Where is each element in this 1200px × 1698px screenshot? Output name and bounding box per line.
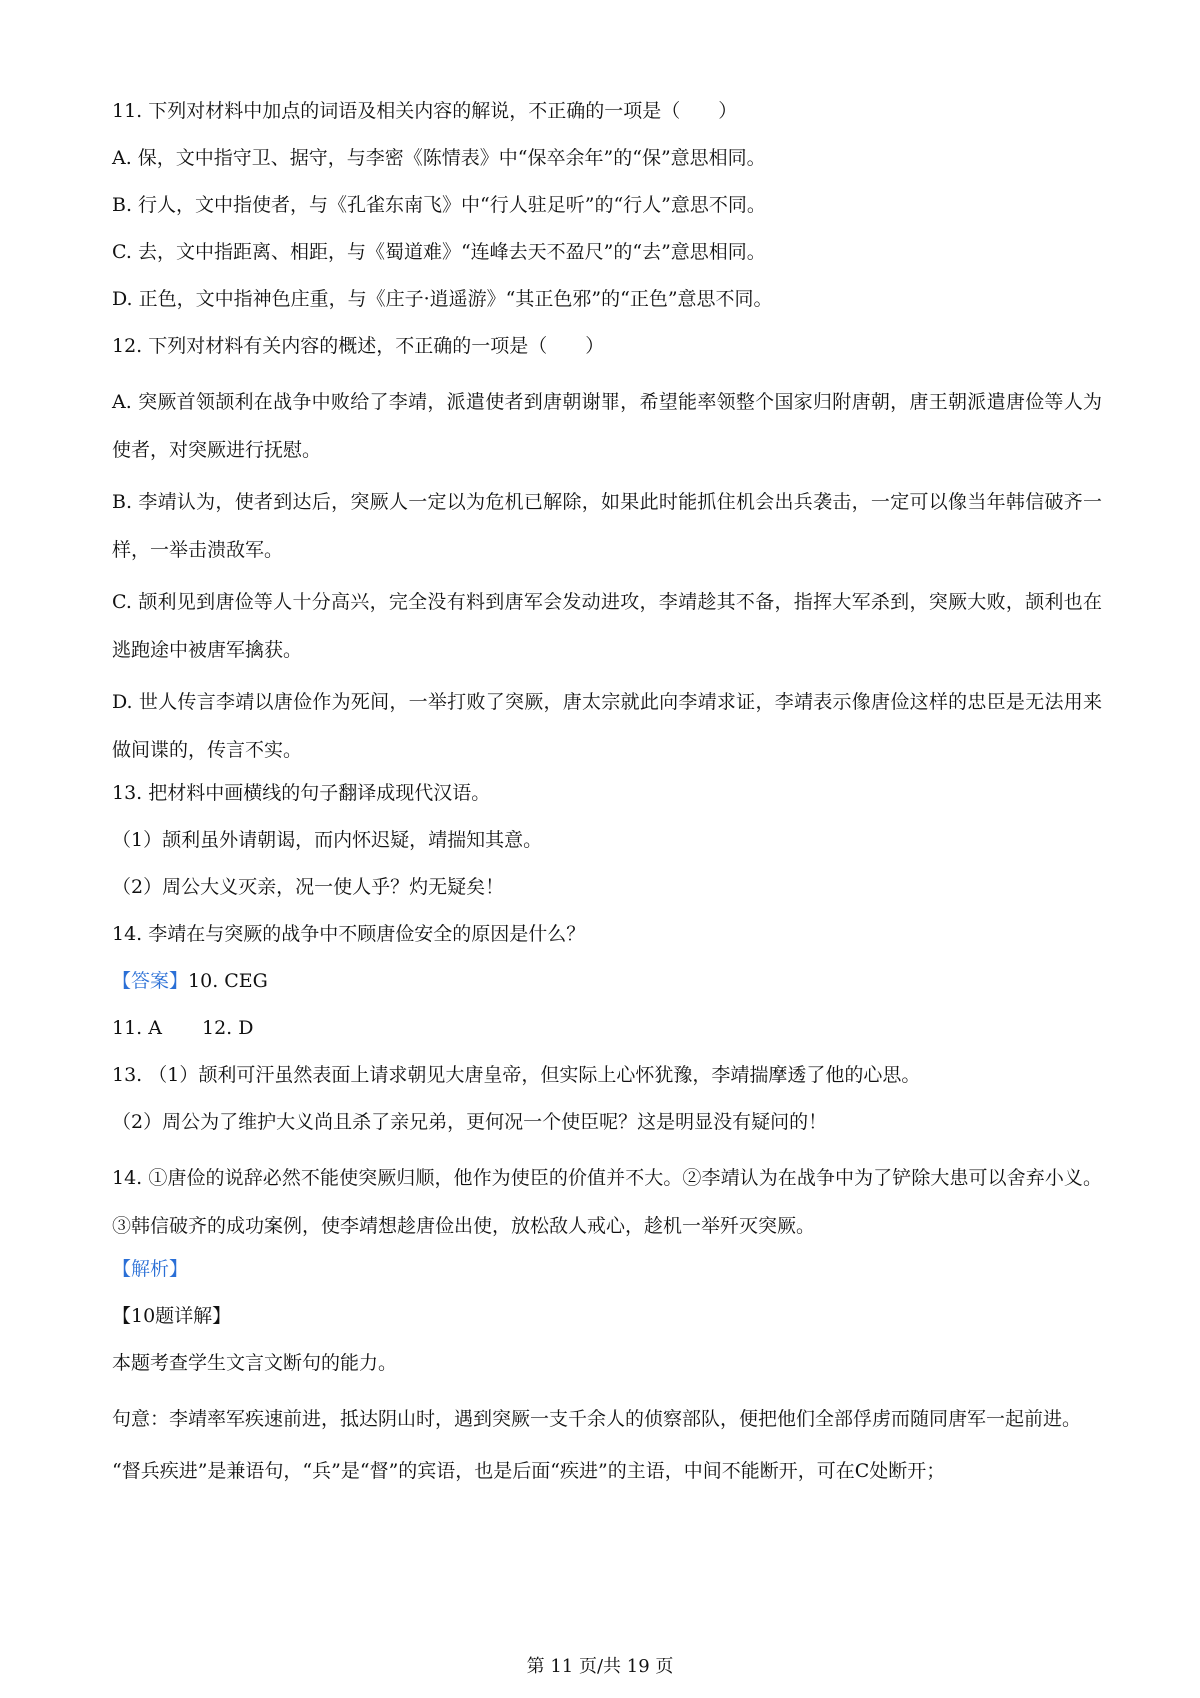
question-13-item-1: （1）颉利虽外请朝谒，而内怀迟疑，靖揣知其意。: [112, 829, 543, 851]
question-12-option-a: A. 突厥首领颉利在战争中败给了李靖，派遣使者到唐朝谢罪，希望能率领整个国家归附唐朝，唐王朝派遣唐俭等人为使者，对突厥进行抚慰。: [112, 391, 1102, 461]
answer-11: 11. A: [112, 1017, 162, 1039]
question-12-option-d: D. 世人传言李靖以唐俭作为死间，一举打败了突厥，唐太宗就此向李靖求证，李靖表示像唐俭这样的忠臣是无法用来做间谍的，传言不实。: [112, 691, 1102, 761]
analysis-line: [112, 1254, 1102, 1284]
analysis-note: “督兵疾进”是兼语句，“兵”是“督”的宾语，也是后面“疾进”的主语，中间不能断开，可在C处断开；: [112, 1460, 946, 1482]
question-13-item-2: （2）周公大义灭亲，况一使人乎？灼无疑矣！: [112, 876, 505, 898]
answer-10: 10. CEG: [188, 970, 268, 992]
question-12-option-b: B. 李靖认为，使者到达后，突厥人一定以为危机已解除，如果此时能抓住机会出兵袭击，一定可以像当年韩信破齐一样，一举击溃敌军。: [112, 491, 1102, 561]
question-14-stem: 14. 李靖在与突厥的战争中不顾唐俭安全的原因是什么？: [112, 923, 586, 945]
analysis-tag: 【解析】: [112, 1258, 189, 1280]
page-content: [112, 96, 1102, 1499]
answer-13-1: 13. （1）颉利可汗虽然表面上请求朝见大唐皇帝，但实际上心怀犹豫，李靖揣摩透了他的心思。: [112, 1064, 921, 1086]
analysis-intro: 本题考查学生文言文断句的能力。: [112, 1352, 398, 1374]
answer-12: 12. D: [201, 1017, 254, 1039]
analysis-meaning: 句意：李靖率军疾速前进，抵达阴山时，遇到突厥一支千余人的侦察部队，便把他们全部俘虏而随同唐军一起前进。: [112, 1408, 1082, 1430]
question-11-option-b: B. 行人，文中指使者，与《孔雀东南飞》中“行人驻足听”的“行人”意思不同。: [112, 194, 766, 216]
question-12-option-c: C. 颉利见到唐俭等人十分高兴，完全没有料到唐军会发动进攻，李靖趁其不备，指挥大军杀到，突厥大败，颉利也在逃跑途中被唐军擒获。: [112, 591, 1102, 661]
question-13-stem: 13. 把材料中画横线的句子翻译成现代汉语。: [112, 782, 491, 804]
question-11-option-a: A. 保，文中指守卫、据守，与李密《陈情表》中“保卒余年”的“保”意思相同。: [112, 147, 766, 169]
answer-line: [112, 966, 1102, 996]
analysis-q10-heading: 【10题详解】: [112, 1305, 232, 1327]
question-11-stem: 11. 下列对材料中加点的词语及相关内容的解说，不正确的一项是（ ）: [112, 100, 738, 122]
answer-14: 14. ①唐俭的说辞必然不能使突厥归顺，他作为使臣的价值并不大。②李靖认为在战争中为了铲除大患可以舍弃小义。③韩信破齐的成功案例，使李靖想趁唐俭出使，放松敌人戒心，趁机一举歼灭突厥。: [112, 1167, 1102, 1237]
answer-tag: 【答案】: [112, 970, 189, 992]
question-12-stem: 12. 下列对材料有关内容的概述，不正确的一项是（ ）: [112, 335, 605, 357]
question-11-option-d: D. 正色，文中指神色庄重，与《庄子·逍遥游》“其正色邪”的“正色”意思不同。: [112, 288, 773, 310]
question-11-option-c: C. 去，文中指距离、相距，与《蜀道难》“连峰去天不盈尺”的“去”意思相同。: [112, 241, 766, 263]
page-footer: 第 11 页/共 19 页: [526, 1656, 674, 1677]
answers-11-12: [112, 1013, 1102, 1043]
answer-13-2: （2）周公为了维护大义尚且杀了亲兄弟，更何况一个使臣呢？这是明显没有疑问的！: [112, 1111, 828, 1133]
